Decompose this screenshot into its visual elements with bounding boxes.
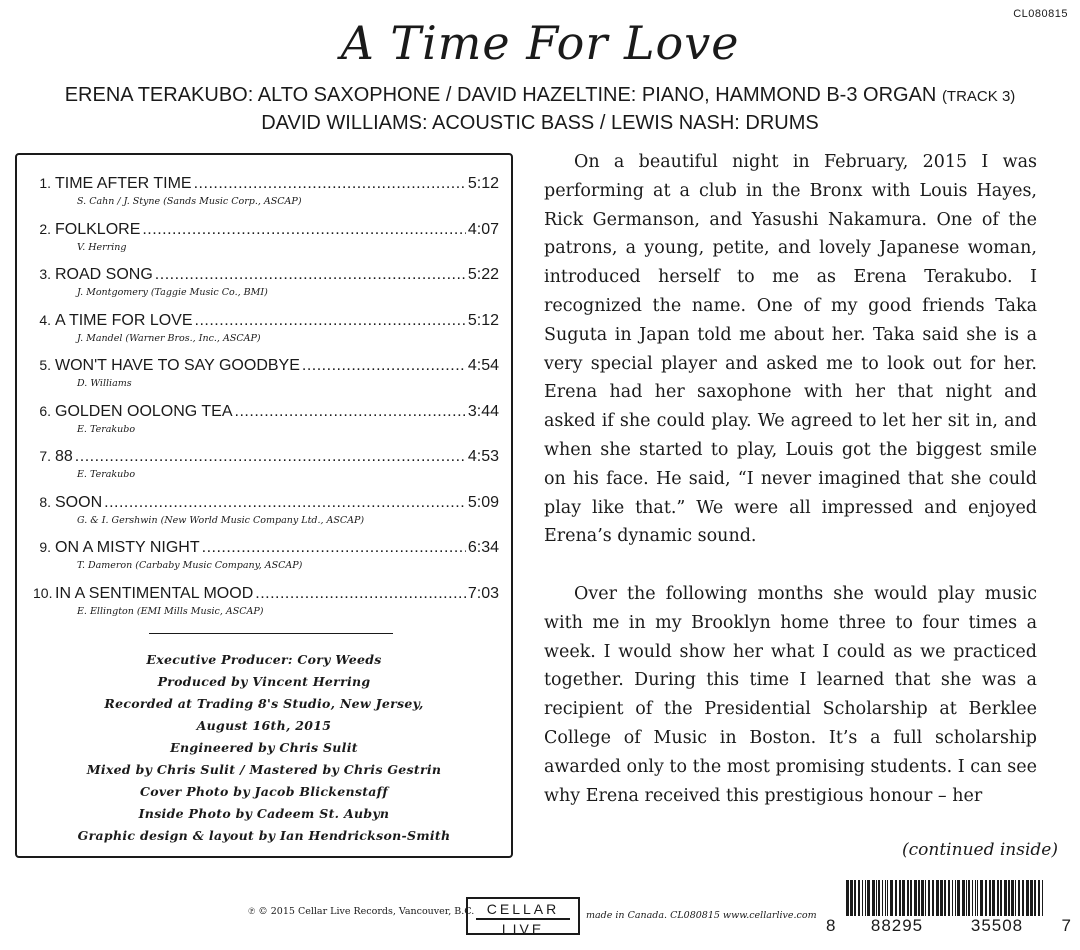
track-number: 3.	[39, 266, 51, 282]
barcode-bar	[997, 880, 999, 918]
barcode-bar	[1034, 880, 1036, 918]
logo-divider	[476, 918, 570, 920]
barcode-bar	[899, 880, 901, 918]
track-composer: S. Cahn / J. Styne (Sands Music Corp., ASCAP)	[77, 196, 302, 207]
barcode-bar	[980, 880, 983, 918]
track-row	[33, 585, 499, 603]
track-leader-dots	[302, 357, 466, 375]
track-duration: 5:22	[467, 266, 499, 283]
track-row	[33, 357, 499, 375]
track-row	[33, 175, 499, 193]
track-row	[33, 448, 499, 466]
track-leader-dots	[195, 312, 466, 330]
barcode-bar	[952, 880, 953, 918]
barcode-bar	[1026, 880, 1029, 918]
barcode-bar	[925, 880, 926, 918]
barcode-bar	[907, 880, 909, 918]
track-title: SOON	[55, 493, 103, 511]
track-composer: E. Terakubo	[77, 469, 136, 480]
barcode-bar	[1008, 880, 1010, 918]
track-title: GOLDEN OOLONG TEA	[55, 402, 233, 420]
barcode-bar	[985, 880, 987, 918]
barcode-bar	[862, 880, 863, 918]
production-credit-line: August 16th, 2015	[196, 718, 332, 733]
production-credit-line: Executive Producer: Cory Weeds	[146, 652, 382, 667]
credits-line-1	[0, 82, 1080, 110]
track-composer: J. Mandel (Warner Bros., Inc., ASCAP)	[77, 332, 261, 344]
barcode-bar	[940, 880, 943, 918]
logo-top-text: CELLAR	[486, 901, 560, 917]
track-composer: G. & I. Gershwin (New World Music Company Ltd., ASCAP)	[77, 514, 365, 526]
track-leader-dots	[235, 403, 466, 421]
production-credit-line: Graphic design & layout by Ian Hendrickson-Smith	[77, 828, 451, 843]
barcode-bar	[1000, 880, 1002, 918]
barcode-bar	[882, 880, 883, 918]
made-in-canada: made in Canada. CL080815 www.cellarlive.com	[586, 910, 817, 921]
track-number: 7.	[39, 448, 51, 464]
barcode-bar	[1011, 880, 1014, 918]
barcode-left-digits: 88295	[846, 916, 948, 936]
track-row	[33, 266, 499, 284]
barcode-bar	[1018, 880, 1020, 918]
barcode-bar	[955, 880, 956, 918]
barcode-bar	[1015, 880, 1016, 918]
track-number: 1.	[39, 175, 51, 191]
barcode-bar	[928, 880, 930, 918]
album-title: A Time For Love	[340, 16, 740, 70]
tracklist-divider	[149, 633, 393, 634]
barcode-bar	[1022, 880, 1024, 918]
barcode-bar	[910, 880, 912, 918]
track-duration: 7:03	[467, 584, 499, 602]
barcode-bar	[921, 880, 924, 918]
track-composer: D. Williams	[77, 378, 132, 389]
track-duration: 5:09	[467, 493, 499, 511]
track-duration: 3:44	[467, 402, 499, 420]
tracklist-panel	[15, 153, 513, 858]
track-number: 4.	[39, 311, 51, 328]
barcode-bar	[885, 880, 886, 918]
track-row	[33, 221, 499, 239]
track-title: ON A MISTY NIGHT	[55, 539, 200, 556]
track-leader-dots	[155, 266, 466, 284]
track-title: 88	[55, 448, 73, 465]
track-number: 6.	[39, 402, 51, 419]
track-row	[33, 539, 499, 557]
liner-paragraph-1: On a beautiful night in February, 2015 I was performing at a club in the Bronx with Louis Hayes, Rick Germanson, and Yasushi Nakamura. One of the patrons, a young, petite, and lovely Japanese woman, introduced herself to me as Erena Terakubo. I recognized the name. One of my good friends Taka Suguta in Japan told me about her. Taka said she is a very special player and asked me to look out for her. Erena had her saxophone with her that night and asked if she could play. We agreed to let her sit in, and when she started to play, Louis got the biggest smile on his face. He said, “I never imagined that she could play like that.” We were all impressed and enjoyed Erena’s dynamic sound.	[544, 152, 1037, 547]
production-credit-line: Mixed by Chris Sulit / Mastered by Chris Gestrin	[86, 762, 442, 777]
barcode-bar	[957, 880, 960, 918]
credits-line-2: DAVID WILLIAMS: ACOUSTIC BASS / LEWIS NASH: DRUMS	[261, 112, 819, 134]
track-duration: 4:54	[467, 357, 499, 374]
barcode-right-digits: 35508	[948, 916, 1046, 936]
barcode-bar	[872, 880, 875, 918]
track-duration: 6:34	[467, 539, 499, 556]
track-composer: J. Montgomery (Taggie Music Co., BMI)	[77, 287, 268, 298]
track-number: 8.	[39, 493, 51, 510]
credits-track-note: (TRACK 3)	[941, 88, 1016, 105]
barcode-bar	[878, 880, 880, 918]
catalog-number: CL080815	[1013, 8, 1068, 20]
track-number: 9.	[39, 539, 51, 555]
barcode-bar	[948, 880, 950, 918]
track-item	[33, 357, 499, 403]
barcode-bar	[865, 880, 866, 918]
track-title: FOLKLORE	[55, 220, 141, 238]
barcode-lead-digit: 8	[826, 916, 837, 935]
barcode-bar	[968, 880, 970, 918]
track-title: ROAD SONG	[55, 266, 153, 283]
credits-line-1-text: ERENA TERAKUBO: ALTO SAXOPHONE / DAVID HAZELTINE: PIANO, HAMMOND B-3 ORGAN	[64, 84, 937, 106]
production-credits	[17, 649, 511, 847]
barcode-bar	[918, 880, 920, 918]
production-credit-line: Cover Photo by Jacob Blickenstaff	[139, 784, 389, 799]
barcode-bar	[850, 880, 853, 918]
track-number: 2.	[39, 220, 51, 237]
barcode-bar	[858, 880, 860, 918]
track-title: IN A SENTIMENTAL MOOD	[55, 584, 254, 602]
barcode-bar	[890, 880, 893, 918]
barcode-bar	[1030, 880, 1033, 918]
barcode-bar	[932, 880, 934, 918]
track-item	[33, 448, 499, 494]
track-composer: T. Dameron (Carbaby Music Company, ASCAP)	[77, 560, 303, 571]
track-item	[33, 585, 499, 631]
continued-inside: (continued inside)	[902, 840, 1058, 860]
track-leader-dots	[194, 175, 466, 193]
track-leader-dots	[255, 585, 466, 603]
barcode-bar	[962, 880, 965, 918]
track-title: TIME AFTER TIME	[55, 175, 192, 192]
production-credit-line: Inside Photo by Cadeem St. Aubyn	[138, 806, 390, 821]
track-item	[33, 312, 499, 358]
barcode-digits	[826, 916, 1072, 936]
track-leader-dots	[142, 221, 466, 239]
track-composer: E. Terakubo	[77, 423, 136, 435]
barcode-bar	[854, 880, 856, 918]
track-list	[33, 175, 499, 630]
track-leader-dots	[202, 539, 466, 557]
track-item	[33, 403, 499, 449]
track-duration: 4:53	[467, 448, 499, 465]
barcode-bar	[977, 880, 978, 918]
barcode-bar	[887, 880, 888, 918]
barcode-check-digit: 7	[1061, 916, 1072, 935]
track-duration: 5:12	[467, 175, 499, 192]
barcode-bar	[989, 880, 991, 918]
track-composer: V. Herring	[77, 241, 127, 253]
track-title: WON'T HAVE TO SAY GOODBYE	[55, 357, 300, 374]
barcode-bar	[1004, 880, 1007, 918]
production-credit-line: Engineered by Chris Sulit	[170, 740, 358, 755]
track-item	[33, 175, 499, 221]
track-item	[33, 221, 499, 267]
barcode-bar	[936, 880, 939, 918]
cellar-live-logo	[466, 897, 580, 935]
barcode-bar	[902, 880, 905, 918]
track-number: 5.	[39, 357, 51, 373]
barcode	[826, 880, 1072, 942]
barcode-bar	[914, 880, 917, 918]
track-duration: 5:12	[467, 311, 499, 329]
track-leader-dots	[104, 494, 466, 512]
liner-notes	[544, 148, 1037, 810]
track-item	[33, 539, 499, 585]
production-credit-line: Produced by Vincent Herring	[157, 674, 371, 689]
barcode-bar	[992, 880, 995, 918]
production-credit-line: Recorded at Trading 8's Studio, New Jersey,	[104, 696, 424, 711]
track-leader-dots	[75, 448, 466, 466]
barcode-bar	[966, 880, 967, 918]
track-title: A TIME FOR LOVE	[55, 311, 193, 329]
barcode-bar	[895, 880, 897, 918]
track-row	[33, 312, 499, 330]
barcode-bar	[867, 880, 870, 918]
track-row	[33, 494, 499, 512]
copyright-notice: ℗ © 2015 Cellar Live Records, Vancouver, B.C.	[248, 906, 475, 917]
track-duration: 4:07	[467, 220, 499, 238]
barcode-bar	[876, 880, 877, 918]
logo-bottom-text: LIVE	[501, 921, 545, 937]
personnel-credits	[0, 82, 1080, 136]
track-number: 10.	[33, 584, 53, 601]
barcode-bar	[1038, 880, 1040, 918]
track-composer: E. Ellington (EMI Mills Music, ASCAP)	[77, 605, 264, 617]
barcode-bar	[972, 880, 973, 918]
track-item	[33, 494, 499, 540]
track-item	[33, 266, 499, 312]
track-row	[33, 403, 499, 421]
barcode-bar	[975, 880, 976, 918]
liner-paragraph-2: Over the following months she would play music with me in my Brooklyn home three to four times a week. I would show her what I could as we practiced together. During this time I learned that she was a recipient of the Presidential Scholarship at Berklee College of Music in Boston. It’s a full scholarship awarded only to the most promising students. I can see why Erena received this prestigious honour – her	[544, 583, 1037, 806]
